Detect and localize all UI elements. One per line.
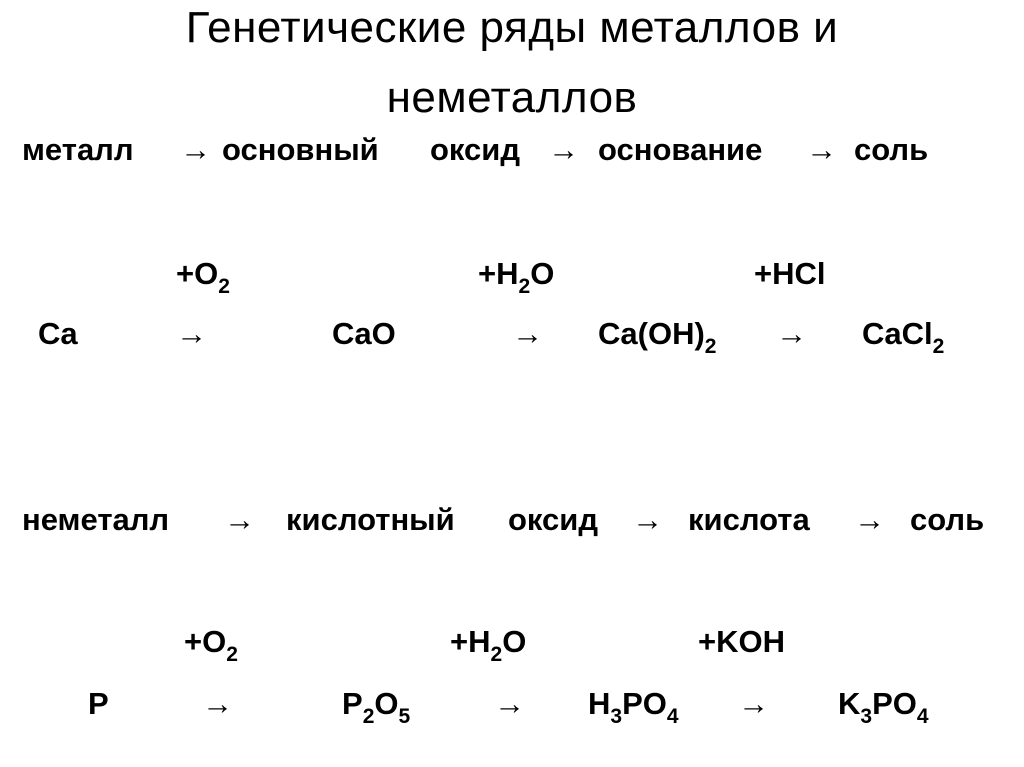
formula-k3po4 — [838, 686, 929, 728]
scheme-word-acid: кислота — [688, 502, 810, 537]
formula-subscript: 4 — [666, 705, 679, 728]
formula-text: PO — [872, 686, 917, 721]
scheme-word-oxide: оксид — [508, 502, 599, 537]
reagent-water — [450, 624, 527, 666]
formula-ca — [38, 318, 78, 349]
reagent-water — [478, 256, 555, 298]
reagent-subscript: 2 — [490, 643, 503, 666]
formula-p — [88, 688, 109, 719]
reagent-oxygen — [184, 624, 238, 666]
reaction-arrow: → — [738, 686, 769, 721]
formula-subscript: 2 — [932, 335, 945, 358]
reagent-text: +H — [450, 624, 491, 659]
formula-text: CaO — [332, 316, 396, 351]
formula-cacl2 — [862, 316, 945, 358]
scheme-arrow: → — [854, 502, 885, 537]
scheme-arrow: → — [548, 132, 579, 167]
scheme-word-metal: металл — [22, 132, 134, 167]
slide-title-line-1: Генетические ряды металлов и — [185, 3, 839, 52]
formula-subscript: 4 — [916, 705, 929, 728]
reagent-subscript: 2 — [226, 643, 238, 666]
formula-text: H — [588, 686, 611, 721]
formula-text: PO — [622, 686, 667, 721]
scheme-word-base: основание — [598, 132, 763, 167]
reagent-text: +HCl — [754, 256, 826, 291]
reaction-arrow: → — [494, 686, 525, 721]
formula-text: P — [342, 686, 363, 721]
reagent-text: O — [530, 256, 555, 291]
scheme-word-nonmetal: неметалл — [22, 502, 170, 537]
formula-subscript: 3 — [860, 705, 873, 728]
reagent-koh — [698, 626, 785, 657]
formula-subscript: 3 — [610, 705, 623, 728]
reagent-text: +H — [478, 256, 519, 291]
reaction-arrow: → — [202, 686, 233, 721]
reagent-text: +KOH — [698, 624, 785, 659]
scheme-word-basic: основный — [222, 132, 379, 167]
formula-ca-oh-2 — [598, 316, 717, 358]
formula-cao — [332, 318, 396, 349]
scheme-word-oxide: оксид — [430, 132, 521, 167]
reaction-arrow: → — [512, 316, 543, 351]
formula-subscript: 5 — [398, 705, 411, 728]
reagent-subscript: 2 — [218, 275, 230, 298]
reaction-arrow: → — [176, 316, 207, 351]
scheme-arrow: → — [180, 132, 211, 167]
formula-text: K — [838, 686, 861, 721]
scheme-word-salt: соль — [854, 132, 929, 167]
reagent-text: O — [502, 624, 527, 659]
formula-subscript: 2 — [704, 335, 717, 358]
formula-text: Ca — [38, 316, 78, 351]
formula-p2o5 — [342, 686, 411, 728]
reagent-text: +O — [176, 256, 219, 291]
scheme-arrow: → — [224, 502, 255, 537]
formula-h3po4 — [588, 686, 679, 728]
scheme-arrow: → — [632, 502, 663, 537]
reaction-arrow: → — [776, 316, 807, 351]
reagent-text: +O — [184, 624, 227, 659]
scheme-word-acidic: кислотный — [286, 502, 455, 537]
formula-text: CaCl — [862, 316, 933, 351]
formula-subscript: 2 — [362, 705, 375, 728]
reagent-subscript: 2 — [518, 275, 531, 298]
slide-title-line-2: неметаллов — [386, 73, 638, 122]
reagent-hcl — [754, 258, 826, 289]
formula-text: O — [374, 686, 399, 721]
formula-text: P — [88, 686, 109, 721]
reagent-oxygen — [176, 256, 230, 298]
scheme-arrow: → — [806, 132, 837, 167]
scheme-word-salt: соль — [910, 502, 985, 537]
formula-text: Ca(OH) — [598, 316, 705, 351]
